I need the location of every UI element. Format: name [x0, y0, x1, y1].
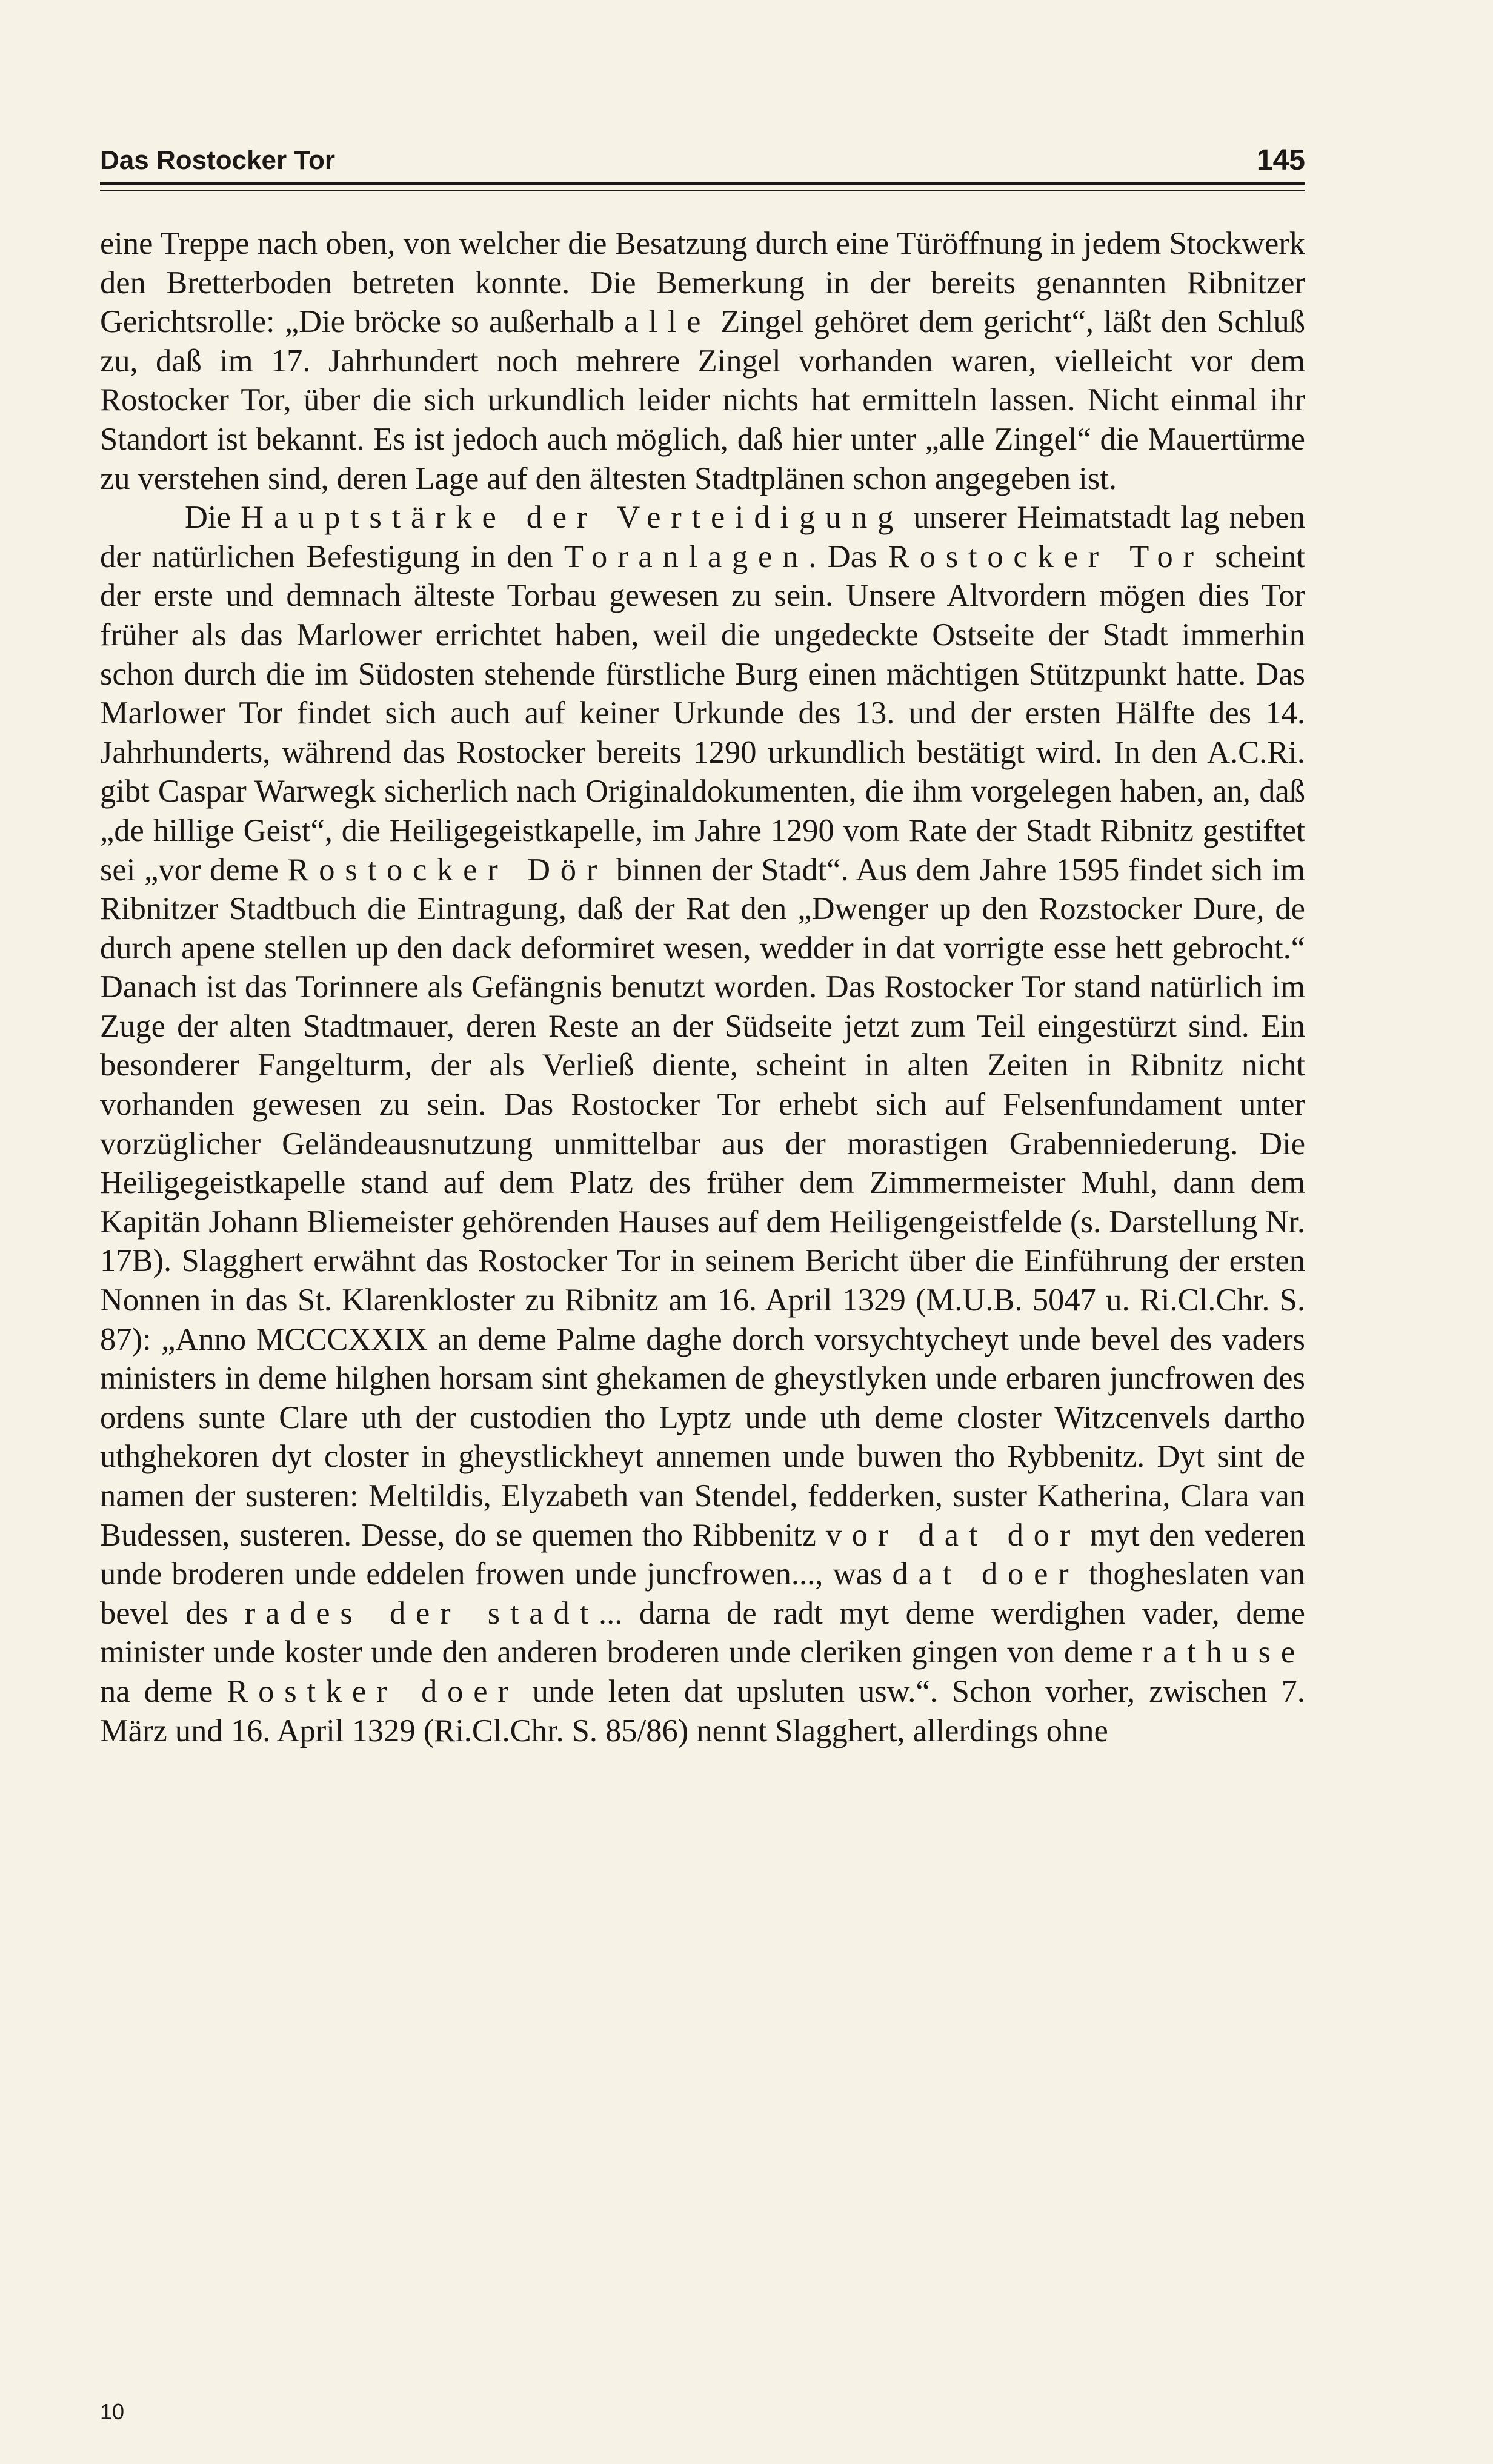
paragraph-1	[100, 224, 1305, 498]
paragraph-2	[100, 498, 1305, 1750]
page-number: 145	[1256, 144, 1305, 176]
spaced-emphasis: Toranlagen	[564, 539, 809, 574]
text-run: eine Treppe nach oben, von welcher die Besatzung durch eine Türöffnung in jedem Stockwerk den Bretterboden betreten konnte. Die Bemerkung in der bereits genannten Ribnitzer Gerichtsrolle: „Die bröcke so außerhalb	[100, 226, 1305, 340]
spaced-emphasis: alle	[624, 304, 711, 340]
text-run: na deme	[100, 1673, 227, 1709]
page-header	[100, 138, 1305, 181]
spaced-emphasis: rades der stadt	[244, 1595, 599, 1631]
spaced-emphasis: rathuse	[1142, 1635, 1305, 1670]
text-run: thogheslaten van bevel des	[100, 1556, 1306, 1631]
spaced-emphasis: vor dat dor	[825, 1517, 1081, 1553]
text-run: ... darna de radt myt deme werdighen vader, deme minister unde koster unde den anderen broderen unde cleriken gingen von deme	[100, 1595, 1305, 1670]
text-run: myt den vederen unde broderen unde eddelen frowen unde juncfrowen..., was	[100, 1517, 1305, 1592]
text-run: . Das	[808, 539, 888, 574]
body-text	[100, 224, 1305, 1750]
spaced-emphasis: Rostker doer	[227, 1673, 519, 1709]
text-run: scheint der erste und demnach älteste Torbau gewesen zu sein. Unsere Altvordern mögen dies Tor früher als das Marlower errichtet haben, weil die ungedeckte Ostseite der Stadt immerhin schon durch die im Südosten stehende fürstliche Burg einen mächtigen Stützpunkt hatte. Das Marlower Tor findet sich auch auf keiner Urkunde des 13. und der ersten Hälfte des 14. Jahrhunderts, während das Rostocker bereits 1290 urkundlich bestätigt wird. In den A.C.Ri. gibt Caspar Warwegk sicherlich nach Originaldokumenten, die ihm vorgelegen haben, an, daß „de hillige Geist“, die Heiligegeistkapelle, im Jahre 1290 vom Rate der Stadt Ribnitz gestiftet sei „vor deme	[100, 539, 1305, 888]
spaced-emphasis: Hauptstärke der Verteidigung	[241, 500, 904, 536]
spaced-emphasis: dat doer	[892, 1556, 1079, 1592]
header-rule-thick	[100, 182, 1305, 185]
text-run: Zingel gehöret dem gericht“, läßt den Schluß zu, daß im 17. Jahrhundert noch mehrere Zingel vorhanden waren, vielleicht vor dem Rostocker Tor, über die sich urkundlich leider nichts hat ermitteln lassen. Nicht einmal ihr Standort ist bekannt. Es ist jedoch auch möglich, daß hier unter „alle Zingel“ die Mauertürme zu verstehen sind, deren Lage auf den ältesten Stadtplänen schon angegeben ist.	[100, 304, 1305, 496]
text-run: unserer Heimatstadt lag neben der natürlichen Befestigung in den	[100, 500, 1305, 574]
running-title: Das Rostocker Tor	[100, 145, 335, 175]
spaced-emphasis: Rostocker Tor	[888, 539, 1204, 574]
spaced-emphasis: Rostocker Dör	[287, 852, 608, 888]
text-run: binnen der Stadt“. Aus dem Jahre 1595 findet sich im Ribnitzer Stadtbuch die Eintragung, daß der Rat den „Dwenger up den Rozstocker Dure, de durch apene stellen up den dack deformiret wesen, wedder in dat vorrigte esse hett gebrocht.“ Danach ist das Torinnere als Gefängnis benutzt worden. Das Rostocker Tor stand natürlich im Zuge der alten Stadtmauer, deren Reste an der Südseite jetzt zum Teil eingestürzt sind. Ein besonderer Fangelturm, der als Verließ diente, scheint in alten Zeiten in Ribnitz nicht vorhanden gewesen zu sein. Das Rostocker Tor erhebt sich auf Felsenfundament unter vorzüglicher Geländeausnutzung unmittelbar aus der morastigen Grabenniederung. Die Heiligegeistkapelle stand auf dem Platz des früher dem Zimmermeister Muhl, dann dem Kapitän Johann Bliemeister gehörenden Hauses auf dem Heiligengeistfelde (s. Darstellung Nr. 17B). Slagghert erwähnt das Rostocker Tor in seinem Bericht über die Einführung der ersten Nonnen in das St. Klarenkloster zu Ribnitz am 16. April 1329 (M.U.B. 5047 u. Ri.Cl.Chr. S. 87): „Anno MCCCXXIX an deme Palme daghe dorch vorsychtycheyt unde bevel des vaders ministers in deme hilghen horsam sint ghekamen de gheystlyken unde erbaren juncfrowen des ordens sunte Clare uth der custodien tho Lyptz unde uth deme closter Witzcenvels dartho uthghekoren dyt closter in gheystlickheyt annemen unde buwen tho Rybbenitz. Dyt sint de namen der susteren: Meltildis, Elyzabeth van Stendel, fedderken, suster Katherina, Clara van Budessen, susteren. Desse, do se quemen tho Ribbenitz	[100, 852, 1306, 1553]
sheet-signature: 10	[100, 2399, 125, 2424]
header-rule-thin	[100, 190, 1305, 191]
text-run: Die	[185, 500, 241, 536]
text-run: unde leten dat upsluten usw.“. Schon vorher, zwischen 7. März und 16. April 1329 (Ri.Cl.Chr. S. 85/86) nennt Slagghert, allerdings ohne	[100, 1673, 1305, 1748]
